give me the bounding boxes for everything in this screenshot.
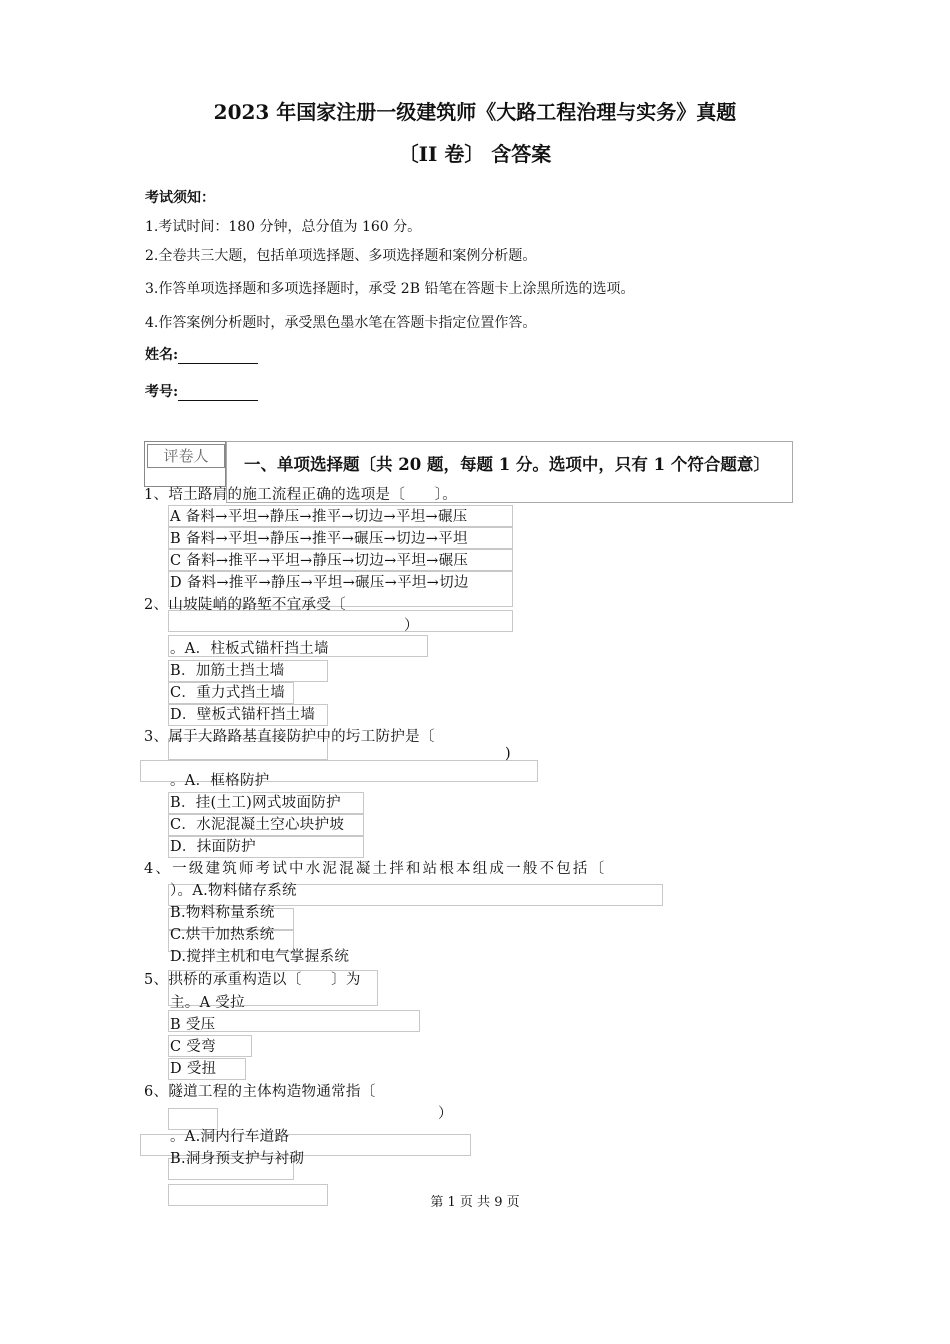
- question-option: 。A．柱板式锚杆挡土墙: [170, 641, 329, 657]
- question-option: B 受压: [170, 1017, 216, 1033]
- notice-item: 4.作答案例分析题时，承受黑色墨水笔在答题卡指定位置作答。: [145, 315, 537, 331]
- question-stem: 1、培土路肩的施工流程正确的选项是〔 〕。: [144, 487, 458, 503]
- notice-item: 3.作答单项选择题和多项选择题时，承受 2B 铅笔在答题卡上涂黑所选的选项。: [145, 281, 635, 297]
- id-label: 考号:: [145, 384, 179, 400]
- question-option: C．水泥混凝土空心块护坡: [170, 817, 345, 833]
- question-option: ）。A.物料储存系统: [170, 883, 297, 899]
- question-option: B．挂(土工)网式坡面防护: [170, 795, 341, 811]
- question-stem: 4、一级建筑师考试中水泥混凝土拌和站根本组成一般不包括〔: [144, 861, 607, 877]
- question-option: C．重力式挡土墙: [170, 685, 285, 701]
- id-blank: [178, 386, 258, 401]
- question-close: ）: [404, 618, 419, 634]
- question-option: D 受扭: [170, 1061, 217, 1077]
- id-field: [145, 381, 258, 401]
- question-option: D 备料→推平→静压→平坦→碾压→平坦→切边: [170, 575, 469, 591]
- notice-item: 1.考试时间：180 分钟，总分值为 160 分。: [145, 219, 422, 235]
- question-option: C 受弯: [170, 1039, 216, 1055]
- question-stem: 5、拱桥的承重构造以〔 〕为: [144, 972, 361, 988]
- question-option: D．壁板式锚杆挡土墙: [170, 707, 316, 723]
- section-title: 一、单项选择题〔共 20 题，每题 1 分。选项中，只有 1 个符合题意〕: [244, 455, 770, 474]
- page-footer: 第 1 页 共 9 页: [430, 1195, 520, 1210]
- question-option: A 备料→平坦→静压→推平→切边→平坦→碾压: [170, 509, 468, 525]
- notice-item: 2.全卷共三大题，包括单项选择题、多项选择题和案例分析题。: [145, 248, 537, 264]
- question-stem: 2、山坡陡峭的路堑不宜承受〔: [144, 597, 346, 613]
- question-option: D．抹面防护: [170, 839, 256, 855]
- question-option: 主。A 受拉: [170, 995, 245, 1011]
- question-option: 。A.洞内行车道路: [170, 1129, 290, 1145]
- question-option: B.物料称量系统: [170, 905, 275, 921]
- question-option: B.洞身预支护与衬砌: [170, 1151, 305, 1167]
- question-option: D.搅拌主机和电气掌握系统: [170, 949, 350, 965]
- name-field: [145, 344, 258, 364]
- question-stem: 3、属于大路路基直接防护中的圬工防护是〔: [144, 729, 435, 745]
- grader-label: 评卷人: [147, 444, 225, 468]
- notice-heading: 考试须知：: [145, 190, 215, 206]
- question-close: ): [505, 746, 511, 762]
- name-blank: [178, 349, 258, 364]
- question-close: ）: [438, 1106, 453, 1122]
- document-subtitle: 〔II 卷〕 含答案: [398, 142, 552, 166]
- question-option: B．加筋土挡土墙: [170, 663, 285, 679]
- name-label: 姓名:: [145, 347, 179, 363]
- document-title: 2023 年国家注册一级建筑师《大路工程治理与实务》真题: [213, 100, 737, 124]
- question-stem: 6、隧道工程的主体构造物通常指〔: [144, 1084, 376, 1100]
- question-option: B 备料→平坦→静压→推平→碾压→切边→平坦: [170, 531, 468, 547]
- question-option: C 备料→推平→平坦→静压→切边→平坦→碾压: [170, 553, 469, 569]
- question-option: 。A．框格防护: [170, 773, 270, 789]
- question-option: C.烘干加热系统: [170, 927, 275, 943]
